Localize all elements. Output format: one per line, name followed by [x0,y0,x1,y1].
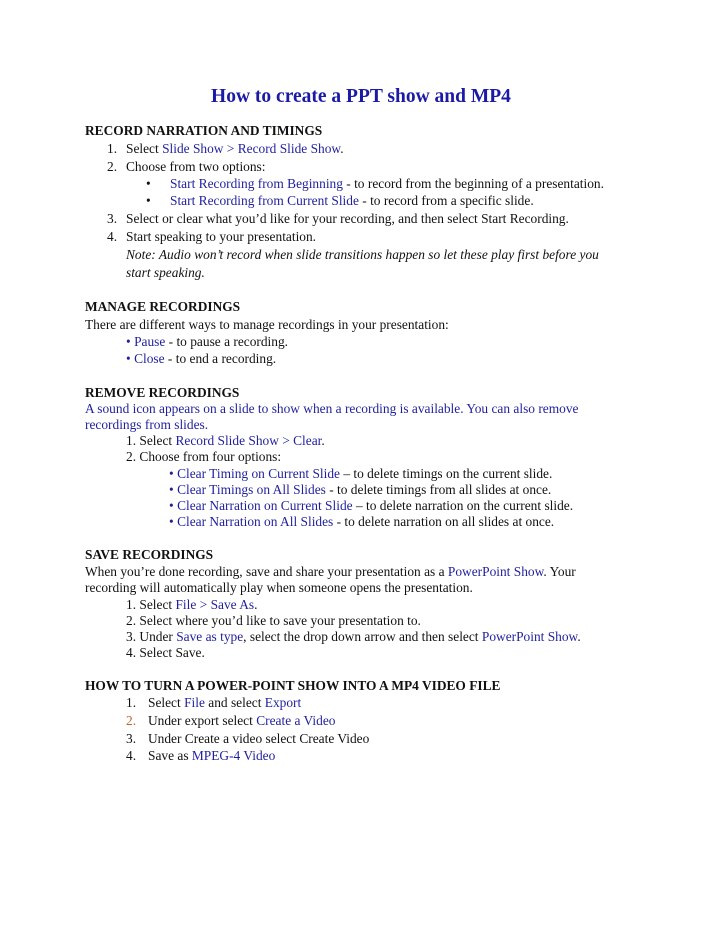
option-link: Start Recording from Beginning [170,176,343,191]
file-link: File [184,695,205,710]
mpeg4-video-link: MPEG-4 Video [191,748,276,763]
step-number: 4. [107,229,118,244]
remove-option-2 [169,482,551,498]
remove-intro-line-2: recordings from slides. [85,417,209,432]
step-number: 2. [126,449,137,464]
bullet-icon: • [169,514,174,529]
record-note-line-2: start speaking. [126,265,205,280]
step-number: 1. [107,141,118,156]
powerpoint-show-link: PowerPoint Show [481,629,578,644]
step-text-mid: , select the drop down arrow and then select [243,629,482,644]
step-text: Select [148,695,185,710]
remove-intro-line-1: A sound icon appears on a slide to show when a recording is available. You can also remove [85,401,579,416]
intro-text: When you’re done recording, save and share your presentation as a [85,564,448,579]
step-text: Under export select [148,713,257,728]
step-number: 1. [126,597,137,612]
step-text: Select [126,141,163,156]
manage-item-pause [126,334,288,350]
option-desc: - to record from the beginning of a presentation. [342,176,604,191]
step-number: 2. [126,613,137,628]
remove-option-3 [169,498,573,514]
step-text: Start speaking to your presentation. [126,229,317,244]
heading-remove-recordings: REMOVE RECORDINGS [85,385,240,400]
record-option-1 [146,176,604,192]
manage-intro: There are different ways to manage recordings in your presentation: [85,317,449,332]
intro-text-end: . Your [543,564,576,579]
option-desc: - to record from a specific slide. [358,193,534,208]
step-text-end: . [340,141,344,156]
save-step-4 [126,645,205,661]
option-desc: - to end a recording. [164,351,277,366]
option-link: Clear Narration on All Slides [177,514,334,529]
option-link: Clear Timing on Current Slide [177,466,340,481]
step-text-end: . [254,597,258,612]
menu-path-link: Record Slide Show > Clear [175,433,322,448]
step-number: 3. [126,629,137,644]
step-number: 3. [126,731,137,746]
save-step-2 [126,613,421,629]
option-desc: - to delete narration on all slides at once. [333,514,555,529]
option-desc: - to pause a recording. [165,334,289,349]
option-link: Close [134,351,165,366]
bullet-icon: • [146,176,151,191]
menu-path-link: File > Save As [175,597,255,612]
step-number: 4. [126,645,137,660]
save-intro-line-1 [85,564,576,580]
step-text: Choose from two options: [126,159,266,174]
heading-save-recordings: SAVE RECORDINGS [85,547,214,562]
bullet-icon: • [169,498,174,513]
bullet-icon: • [146,193,151,208]
create-video-link: Create a Video [256,713,336,728]
record-step-2 [107,159,265,175]
step-text: Save as [148,748,192,763]
remove-option-4 [169,514,554,530]
step-text: Under [139,629,177,644]
mp4-step-1 [126,695,301,711]
step-number: 2. [126,713,137,728]
manage-item-close [126,351,276,367]
heading-manage-recordings: MANAGE RECORDINGS [85,299,241,314]
step-text: Select or clear what you’d like for your recording, and then select Start Recording. [126,211,569,226]
record-option-2 [146,193,534,209]
option-desc: - to delete timings from all slides at once. [325,482,552,497]
record-step-1 [107,141,344,157]
record-step-3 [107,211,569,227]
step-text-mid: and select [204,695,265,710]
save-as-type-link: Save as type [176,629,244,644]
save-step-1 [126,597,257,613]
bullet-icon: • [169,482,174,497]
step-text-end: . [577,629,581,644]
save-step-3 [126,629,581,645]
option-desc: – to delete narration on the current slide. [352,498,574,513]
step-text: Select where you’d like to save your presentation to. [139,613,421,628]
option-link: Clear Timings on All Slides [177,482,326,497]
record-step-4 [107,229,316,245]
mp4-step-2 [126,713,335,729]
step-number: 1. [126,433,137,448]
step-text: Select [139,433,176,448]
remove-step-2 [126,449,281,465]
option-link: Clear Narration on Current Slide [177,498,353,513]
export-link: Export [264,695,302,710]
page-title: How to create a PPT show and MP4 [211,86,511,107]
mp4-step-4 [126,748,275,764]
heading-mp4-video: HOW TO TURN A POWER-POINT SHOW INTO A MP4 VIDEO FILE [85,678,501,693]
step-number: 3. [107,211,118,226]
step-text: Select Save. [139,645,205,660]
remove-option-1 [169,466,552,482]
step-text-end: . [321,433,325,448]
heading-record-narration: RECORD NARRATION AND TIMINGS [85,123,323,138]
mp4-step-3 [126,731,369,747]
step-text: Select [139,597,176,612]
step-number: 1. [126,695,137,710]
step-number: 4. [126,748,137,763]
remove-step-1 [126,433,325,449]
bullet-icon: • [126,351,131,366]
step-number: 2. [107,159,118,174]
option-link: Start Recording from Current Slide [170,193,359,208]
step-text: Under Create a video select Create Video [148,731,370,746]
option-desc: – to delete timings on the current slide. [340,466,553,481]
bullet-icon: • [169,466,174,481]
record-note-line-1: Note: Audio won’t record when slide transitions happen so let these play first before you [126,247,599,262]
menu-path-link: Slide Show > Record Slide Show [162,141,341,156]
save-intro-line-2: recording will automatically play when someone opens the presentation. [85,580,473,595]
powerpoint-show-link: PowerPoint Show [447,564,544,579]
bullet-icon: • [126,334,131,349]
step-text: Choose from four options: [139,449,282,464]
option-link: Pause [134,334,166,349]
